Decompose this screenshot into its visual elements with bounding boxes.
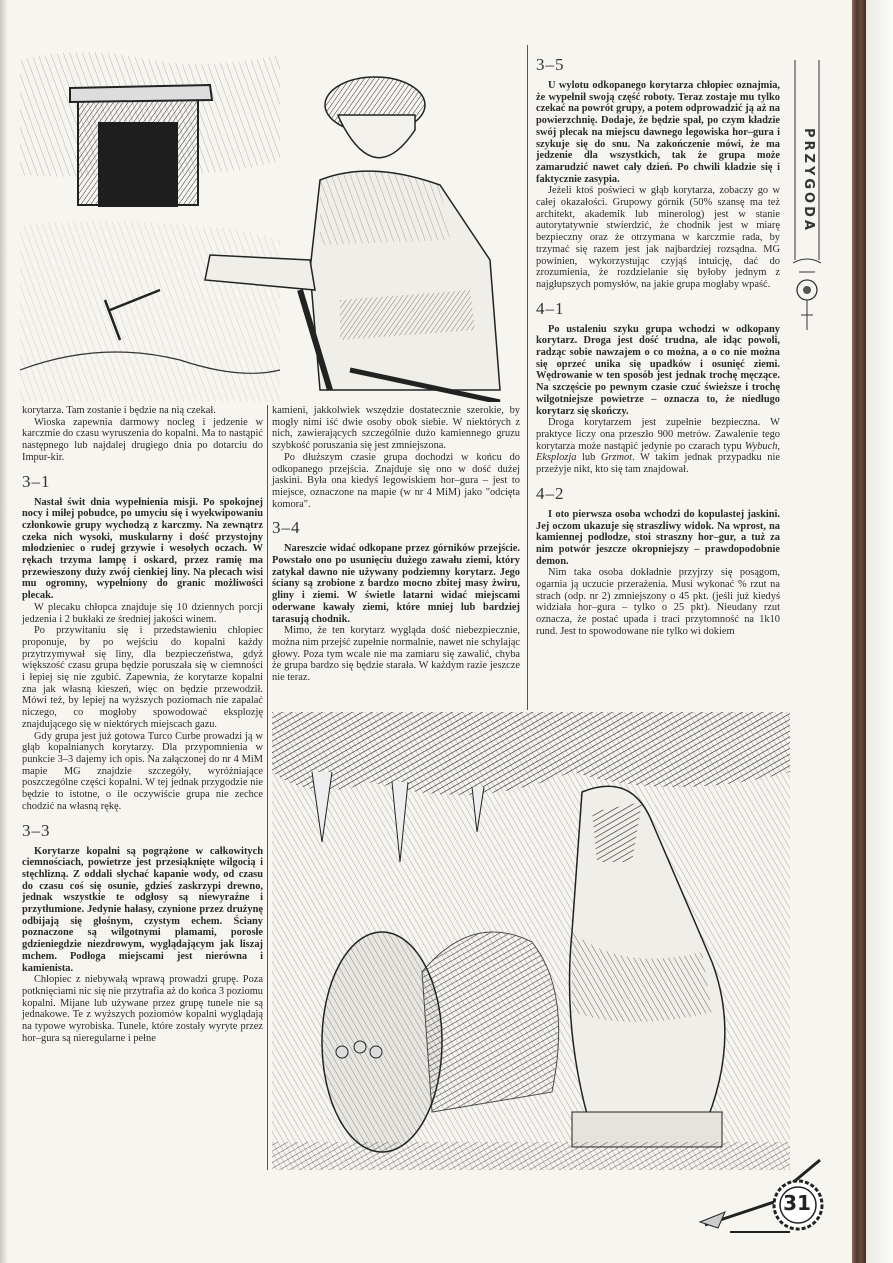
page-edge-shadow (0, 0, 8, 1263)
paragraph: W plecaku chłopca znajduje się 10 dziennych porcji jedzenia i 2 bukłaki ze średniej jakości winem. (22, 601, 263, 625)
text-column-left (22, 405, 263, 1044)
page-number: 31 (783, 1191, 811, 1215)
next-page-edge (866, 0, 893, 1263)
section-heading-3-3: 3–3 (22, 820, 51, 840)
illustration-cave-statues (272, 712, 790, 1170)
paragraph: Po dłuższym czasie grupa dochodzi w końcu do odkopanego przejścia. Znajduje się ono w dość dużej jaskini. Była ona kiedyś legowiskiem hor–gura – jest to miejsce, oznaczone na mapie (w nr 4 MiM) jako "odcięta komora". (272, 451, 520, 510)
text: lub (576, 452, 601, 464)
illustration-miner-at-mine-entrance (20, 40, 525, 402)
spell-name: Wybuch (744, 440, 778, 452)
column-divider (267, 405, 268, 1170)
column-divider (527, 45, 528, 710)
boxed-read-aloud-paragraph: Po ustaleniu szyku grupa wchodzi w odkopany korytarz. Droga jest dość trudna, ale idąc powoli, radząc sobie nawzajem o co można, a o co nie można się oprzeć unika się upadków i osunięć ziemi. Wędrowanie w ten sposób jest jednak trochę męczące. Na szczęście po pewnym czasie czuć świeższe i trochę wilgotniejsze powietrze – oznacza to, że niedługo korytarz się skończy. (536, 323, 780, 417)
paragraph: Gdy grupa jest już gotowa Turco Curbe prowadzi ją w głąb kopalnianych korytarzy. Dla przypomnienia w punkcie 3–3 dajemy ich opis. Na załączonej do nr 4 MiM mapie MG znajdzie szczegóły, wyróżniające poszczególne części kopalni. W tej jednak przygodzie nie będzie to istotne, o ile oczywiście grupa nie zechce chodzić na własną rękę. (22, 730, 263, 812)
boxed-read-aloud-paragraph: I oto pierwsza osoba wchodzi do kopulastej jaskini. Jej oczom ukazuje się straszliwy widok. Na wprost, na kamiennej podłodze, stoi straszny hor–gur, a tuż za nim potwór jeszcze okropniejszy – prawdopodobnie demon. (536, 508, 780, 567)
binding-edge (852, 0, 866, 1263)
text-column-middle (272, 405, 520, 684)
paragraph: Chłopiec z niebywałą wprawą prowadzi grupę. Poza potknięciami nic się nie przytrafia aż do końca 3 poziomu kopalni. Mijane lub używane przez grupę tunele nie są jednakowe. Te z wyższych poziomów kopalni wyglądają na typowe wyrobiska. Tunele, które zostały wyryte przez hor–gura są nieregularne i pełne (22, 974, 263, 1044)
boxed-read-aloud-paragraph: U wylotu odkopanego korytarza chłopiec oznajmia, że wypełnił swoją część roboty. Teraz zostaje mu tylko czekać na powrót grupy, a potem odprowadzić ją aż na powierzchnię. Dodaje, że będzie spał, po czym kładzie swój plecak na miejscu dawnego legowiska hor–gura i szykuje się do snu. Na zakończenie mówi, że ma jedzenie dla wszystkich, tak że grupa może zamarudzić nawet cały dzień. Po chwili kładzie się i faktycznie zasypia. (536, 80, 780, 185)
text-column-right (536, 50, 780, 638)
section-heading-3-5: 3–5 (536, 55, 565, 74)
paragraph: Nim taka osoba dokładnie przyjrzy się posągom, ogarnia ją uczucie przerażenia. Musi wykonać % rzut na strach (odp. nr 2) zmniejszony o 45 pkt. (jeśli już kiedyś widziała hor–gura – tylko o 25 pkt). Nieudany rzut oznacza, że postać upada i traci przytomność na 1k10 rund. Jest to spowodowane nie tylko wi dokiem (536, 567, 780, 637)
section-heading-3-1: 3–1 (22, 471, 51, 491)
spell-name: Eksplozja (536, 452, 577, 464)
text: Droga korytarzem jest zupełnie bezpieczna. W praktyce liczy ona przeszło 900 metrów. Zawalenie tego korytarza może nastąpić jedynie po czarach typu (536, 417, 780, 452)
paragraph: korytarza. Tam zostanie i będzie na nią czekał. (22, 405, 216, 416)
section-heading-4-2: 4–2 (536, 483, 565, 503)
boxed-read-aloud-paragraph: Nastał świt dnia wypełnienia misji. Po spokojnej nocy i miłej pobudce, po umyciu się i wyekwipowaniu członkowie grupy wychodzą z karczmy. Na zewnątrz czeka nich wysoki, muskularny i dość przystojny młodzieniec o rudej grzywie i wesołych oczach. W rękach trzyma lampę i oskard, przez ramię ma przewieszony duży zwój cienkiej liny. Na plecach wisi mu ogromny, wypełniony do granic możliwości plecak. (22, 496, 263, 602)
text: , (777, 440, 780, 452)
paragraph: Wioska zapewnia darmowy nocleg i jedzenie w karczmie do czasu wyruszenia do kopalni. Ma to nastąpić następnego lub najdalej drugiego dnia po dotarciu do Impur-kir. (22, 416, 263, 463)
boxed-read-aloud-paragraph: Korytarze kopalni są pogrążone w całkowitych ciemnościach, powietrze jest przesiąknięte wilgocią i stęchlizną. Z oddali słychać kapanie wody, od czasu do czasu coś się osunie, gdzieś zaskrzypi drewno, jednak wszystkie te odgłosy są niewyraźne i przytłumione. Jedynie hałasy, czynione przez drużynę odbijają się głośnym, czystym echem. Ściany poznaczone są wilgotnymi plamami, porosłe gdzieniegdzie niezdrowym, wyglądającym jak liszaj mchem. Podłoga miejscami jest nierówna i kamienista. (22, 845, 263, 974)
paragraph: Po przywitaniu się i przedstawieniu chłopiec proponuje, by po wejściu do kopalni każdy przytrzymywał się liny, dla bezpieczeństwa, gdyż większość czasu grupa będzie poruszała się w ciemności i łepiej się nie zgubić. Zapewnia, że korytarze kopalni zna jak własną kieszeń, więc on będzie przewodził. Mówi też, by lepiej na wyższych poziomach nie zapalać niczego, co mogłoby spowodować eksplozję znajdującego się w niektórych miejscach gazu. (22, 625, 263, 730)
paragraph: kamieni, jakkolwiek wszędzie dostatecznie szerokie, by mogły nimi iść dwie osoby obok siebie. W niektórych z nich, zawierających szczególnie dużo kamiennego gruzu szybkość poruszania się jest zmniejszona. (272, 405, 520, 452)
paragraph: Jeżeli ktoś poświeci w głąb korytarza, zobaczy go w całej okazałości. Grupowy górnik (50% szansę ma też architekt, akademik lub minerolog) jest w stanie autorytatywnie stwierdzić, że chodnik jest w miarę bezpieczny oraz że otrzymana w karczmie rada, by trzymać się razem jest jak najbardziej rozsądna. MG powinien, wykorzystując czyjąś intuicję, dać do zrozumienia, że rozdzielanie się byłoby jednym z najgłupszych pomysłów, na jakie grupa mogłaby wpaść. (536, 185, 780, 290)
side-banner-label: PRZYGODA (801, 128, 816, 233)
page-number-emblem (690, 1150, 850, 1240)
boxed-read-aloud-paragraph: Nareszcie widać odkopane przez górników przejście. Powstało ono po usunięciu dużego zawału ziemi, który zatykał dawno nie używany podziemny korytarz. Jego ściany są zrobione z bardzo mocno zbitej masy żwiru, gliny i ziemi. W świetle latarni widać miejscami oderwane kawały ziemi, które mniej lub bardziej tarasują chodnik. (272, 543, 520, 625)
paragraph: Mimo, że ten korytarz wygląda dość niebezpiecznie, można nim przejść zupełnie normalnie, nawet nie schylając głowy. Poza tym wcale nie ma zamiaru się zawalić, chyba że grupa bardzo się będzie starała. W każdym razie jeszcze nie teraz. (272, 625, 520, 684)
spell-name: Grzmot (600, 452, 633, 464)
section-heading-4-1: 4–1 (536, 298, 565, 318)
paragraph (536, 417, 780, 476)
section-heading-3-4: 3–4 (272, 518, 301, 538)
text: . W takim jednak przypadku nie przeżyje nikt, kto się tam znajdował. (536, 452, 780, 476)
